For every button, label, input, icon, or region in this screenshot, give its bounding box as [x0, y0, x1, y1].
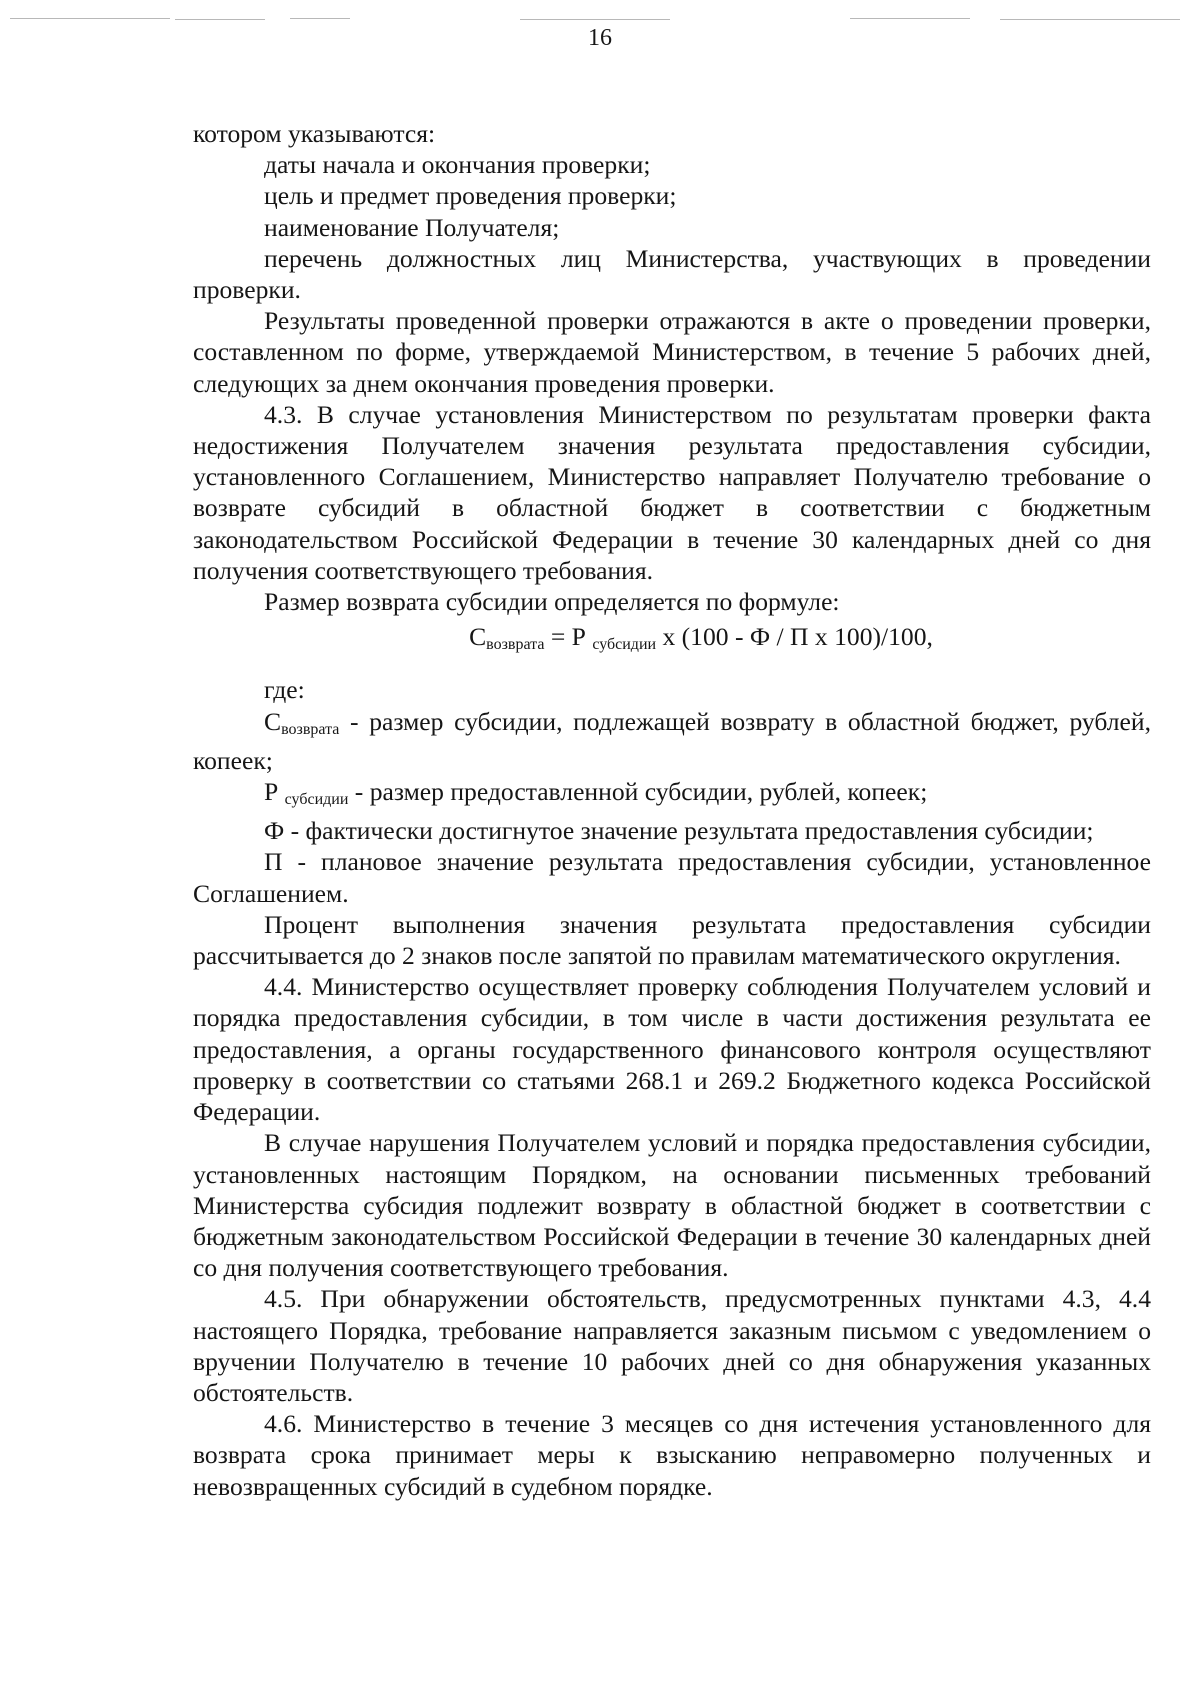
paragraph: Процент выполнения значения результата предоставления субсидии рассчитывается до 2 знаков после запятой по правилам математического округления. — [193, 909, 1151, 971]
definition-plan: П - плановое значение результата предоставления субсидии, установленное Соглашением. — [193, 847, 1151, 908]
list-item: наименование Получателя; — [264, 212, 560, 242]
paragraph: В случае нарушения Получателем условий и порядка предоставления субсидии, установленных настоящим Порядком, на основании письменных требований Министерства субсидия подлежит возврату в областной бюджет в соответствии с бюджетным законодательством Российской Федерации в течение 30 календарных дней со дня получения соответствующего требования. — [193, 1128, 1151, 1283]
formula-rest: х (100 - Ф / П х 100)/100, — [656, 622, 933, 652]
page-number: 16 — [588, 25, 612, 51]
symbol-p-sub: субсидии — [284, 791, 349, 809]
formula — [193, 621, 1151, 660]
symbol-p: Р — [264, 777, 279, 807]
definition-f: Ф - фактически достигнутое значение результата предоставления субсидии; — [264, 816, 1094, 846]
list-item: цель и предмет проведения проверки; — [264, 181, 677, 211]
symbol-c-sub: возврата — [281, 720, 340, 738]
paragraph: котором указываются: — [193, 119, 436, 148]
list-item: даты начала и окончания проверки; — [264, 150, 651, 180]
formula-eq: = — [544, 622, 572, 652]
document-body — [193, 118, 1151, 1502]
paragraph-4-5: 4.5. При обнаружении обстоятельств, предусмотренных пунктами 4.3, 4.4 настоящего Порядка, требование направляется заказным письмом с уведомлением о вручении Получателю в течение 10 рабочих дней со дня обнаружения указанных обстоятельств. — [193, 1284, 1151, 1407]
paragraph-4-3: 4.3. В случае установления Министерством по результатам проверки факта недостижения Получателем значения результата предоставления субсидии, установленного Соглашением, Министерство направляет Получателю требование о возврате субсидий в областной бюджет в соответствии с бюджетным законодательством Российской Федерации в течение 30 календарных дней со дня получения соответствующего требования. — [193, 399, 1151, 585]
formula-p: Р — [571, 622, 586, 652]
list-item: перечень должностных лиц Министерства, участвующих в проведении проверки. — [193, 243, 1151, 305]
symbol-c: С — [264, 706, 282, 736]
definition-p — [193, 776, 1151, 815]
scan-artifact-top — [0, 16, 1200, 24]
paragraph-4-4: 4.4. Министерство осуществляет проверку соблюдения Получателем условий и порядка предоставления субсидии, в том числе в части достижения результата ее предоставления, а органы государственного финансового контроля осуществляют проверку в соответствии со статьями 268.1 и 269.2 Бюджетного кодекса Российской Федерации. — [193, 972, 1151, 1127]
definition-c-text: - размер субсидии, подлежащей возврату в областной бюджет, рублей, копеек; — [193, 706, 1151, 775]
formula-c: С — [469, 622, 487, 652]
paragraph: Результаты проведенной проверки отражаются в акте о проведении проверки, составленном по форме, утверждаемой Министерством, в течение 5 рабочих дней, следующих за днем окончания проведения проверки. — [193, 306, 1151, 398]
formula-c-sub: возврата — [486, 636, 545, 654]
definition-c — [193, 706, 1151, 776]
paragraph-4-6: 4.6. Министерство в течение 3 месяцев со дня истечения установленного для возврата срока принимает меры к взысканию неправомерно полученных и невозвращенных субсидий в судебном порядке. — [193, 1409, 1151, 1501]
definition-p-text: - размер предоставленной субсидии, рублей, копеек; — [348, 777, 928, 807]
paragraph: где: — [264, 675, 305, 705]
paragraph: Размер возврата субсидии определяется по формуле: — [264, 587, 840, 617]
formula-p-sub: субсидии — [592, 636, 657, 654]
